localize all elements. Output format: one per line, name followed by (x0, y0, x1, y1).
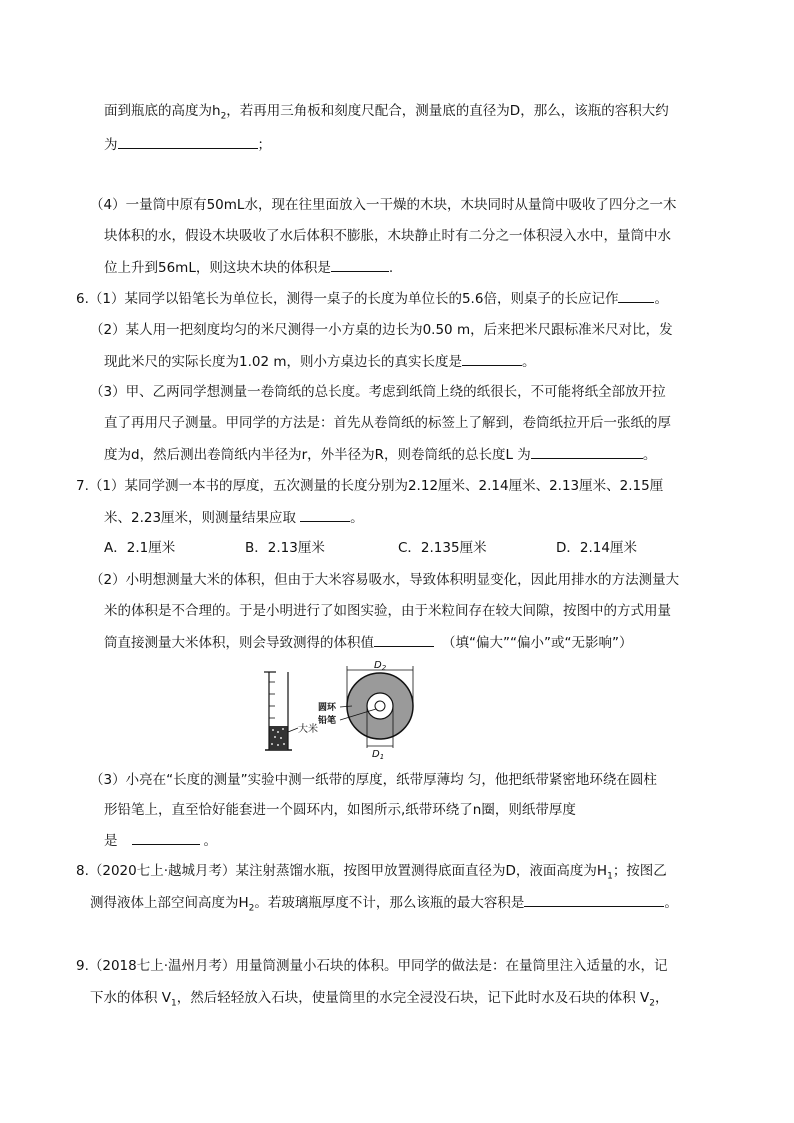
q7-part3-line2: 形铅笔上，直至恰好能套进一个圆环内，如图所示,纸带环绕了n圈，则纸带厚度 (104, 802, 576, 818)
answer-blank[interactable] (531, 444, 643, 459)
q6-line6: 度为d，然后测出卷筒纸内半径为r，外半径为R，则卷筒纸的总长度L 为 。 (104, 444, 656, 465)
q6-line2: （2）某人用一把刻度均匀的米尺测得一小方桌的边长为0.50 m，后来把米尺跟标准米尺对比，发 (90, 322, 673, 338)
q7-option-b[interactable]: B．2.13厘米 (245, 540, 325, 556)
answer-blank[interactable] (374, 632, 434, 647)
q7-part3-line1: （3）小亮在“长度的测量”实验中测一纸带的厚度，纸带厚薄均 匀，他把纸带紧密地环绕在圆柱 (90, 772, 657, 788)
answer-blank[interactable] (118, 134, 258, 149)
fig-label-ring: 圆环 (318, 703, 337, 713)
q5-part4-line1: （4）一量筒中原有50mL水，现在往里面放入一干燥的木块，木块同时从量筒中吸收了四分之一木 (90, 197, 677, 213)
q7-part2-line3: 筒直接测量大米体积，则会导致测得的体积值 （填“偏大”“偏小”或“无影响”） (104, 632, 632, 653)
q6-line4: （3）甲、乙两同学想测量一卷筒纸的总长度。考虑到纸筒上绕的纸很长，不可能将纸全部放开拉 (90, 384, 666, 400)
q8-line2: 测得液体上部空间高度为$H_2$。若玻璃瓶厚度不计，那么该瓶的最大容积是 。 (90, 892, 678, 919)
answer-blank[interactable] (300, 507, 350, 522)
q5-line2: 为 ； (104, 134, 271, 155)
answer-blank[interactable] (524, 892, 664, 907)
q7-line1: 7.（1）某同学测一本书的厚度，五次测量的长度分别为2.12厘米、2.14厘米、2.13厘米、2.15厘 (76, 478, 664, 494)
fig-label-d1: $D_1$ (372, 749, 385, 760)
q7-option-d[interactable]: D．2.14厘米 (556, 540, 637, 556)
measuring-cylinder (264, 672, 292, 750)
fig-label-rice: 大米 (298, 724, 318, 735)
q5-part4-line3: 位上升到56mL，则这块木块的体积是 . (104, 257, 393, 278)
measurement-figure (262, 660, 462, 760)
fig-label-pencil: 铅笔 (318, 716, 337, 726)
q5-line1: 面到瓶底的高度为$h_2$，若再用三角板和刻度尺配合，测量底的直径为D，那么，该瓶的容积大约 (104, 103, 669, 122)
q7-part3-line3: 是 。 (104, 830, 217, 851)
q6-line1: 6.（1）某同学以铅笔长为单位长，测得一桌子的长度为单位长的5.6倍，则桌子的长应记作 。 (76, 288, 668, 309)
fig-label-d2: $D_2$ (374, 660, 387, 672)
ring-figure (347, 673, 413, 739)
q8-line1: 8.（2020七上·越城月考）某注射蒸馏水瓶，按图甲放置测得底面直径为D，液面高度为$H_1$；按图乙 (76, 863, 667, 882)
q9-line1: 9.（2018七上·温州月考）用量筒测量小石块的体积。甲同学的做法是：在量筒里注入适量的水，记 (76, 958, 668, 974)
answer-blank[interactable] (331, 257, 389, 272)
q6-line3: 现此米尺的实际长度为1.02 m，则小方桌边长的真实长度是 。 (104, 351, 536, 372)
q7-option-c[interactable]: C．2.135厘米 (398, 540, 487, 556)
answer-blank[interactable] (462, 351, 522, 366)
q7-part2-line2: 米的体积是不合理的。于是小明进行了如图实验，由于米粒间存在较大间隙，按图中的方式用量 (104, 603, 671, 619)
answer-blank[interactable] (132, 830, 200, 845)
q5-part4-line2: 块体积的水，假设木块吸收了水后体积不膨胀，木块静止时有二分之一体积浸入水中，量筒中水 (104, 228, 671, 244)
q6-line5: 直了再用尺子测量。甲同学的方法是：首先从卷筒纸的标签上了解到，卷筒纸拉开后一张纸的厚 (104, 415, 671, 431)
q7-part2-line1: （2）小明想测量大米的体积，但由于大米容易吸水，导致体积明显变化，因此用排水的方法测量大 (90, 572, 680, 588)
answer-blank[interactable] (618, 288, 654, 303)
q7-line2: 米、2.23厘米，则测量结果应取 。 (104, 507, 364, 528)
q9-line2: 下水的体积 $V_1$，然后轻轻放入石块，使量筒里的水完全浸没石块，记下此时水及石块的体积 $V_2$， (90, 990, 669, 1009)
q7-option-a[interactable]: A．2.1厘米 (104, 540, 176, 556)
